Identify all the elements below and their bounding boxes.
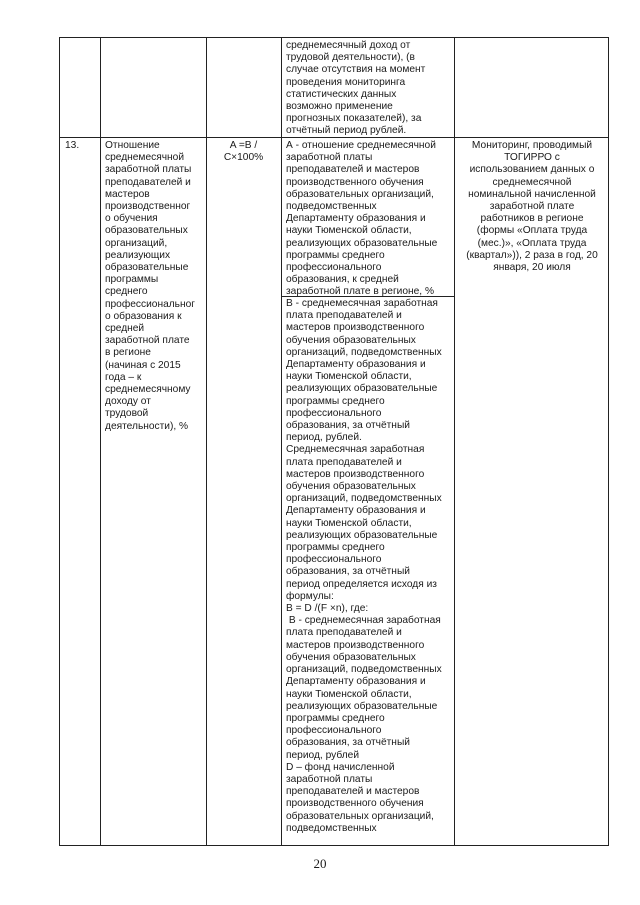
table-border-top (59, 37, 609, 38)
data-source: Мониторинг, проводимый ТОГИРРО с использованием данных о среднемесячной номинальной начисленной заработной плате работников в регионе (формы «Оплата труда (мес.)», «Оплата труда (квартал»)), 2 раза в год, 20 января, 20 июля (466, 140, 598, 274)
indicator-name: Отношение среднемесячной заработной платы преподавателей и мастеров производственног о обучения образовательных организаций, реализующих образовательные программы среднего профессиональног о образования к средней заработной плате в регионе (начиная с 2015 года – к среднемесячному доходу от трудовой деятельности), % (105, 140, 195, 432)
page-number: 20 (313, 856, 327, 871)
table-divider-2 (206, 37, 207, 846)
row-number: 13. (65, 140, 80, 151)
table-divider-4 (454, 37, 455, 846)
definition-a: А - отношение среднемесячной заработной платы преподавателей и мастеров производственного обучения образовательных организаций, подведомственных Департаменту образования и науки Тюменской области, реализующих образовательные программы среднего профессионального образования, к средней заработной плате в регионе, % (286, 140, 438, 298)
table-divider-3 (281, 37, 282, 846)
table-border-bottom (59, 845, 609, 846)
formula-text: A =В / С×100% (223, 140, 264, 164)
continued-definition-text: среднемесячный доход от трудовой деятельности), (в случае отсутствия на момент проведения мониторинга статистических данных возможно применение прогнозных показателей), за отчётный период рублей. (286, 40, 426, 137)
table-border-right (608, 37, 609, 846)
table-divider-1 (100, 37, 101, 846)
definition-b: В - среднемесячная заработная плата преподавателей и мастеров производственного обучения образовательных организаций, подведомственных Департаменту образования и науки Тюменской области, реализующих образовательные программы среднего профессионального образования, за отчётный период, рублей. Среднемесячная заработная плата преподавателей и мастеров производственного обучения образовательных организаций, подведомственных Департаменту образования и науки Тюменской области, реализующих образовательные программы среднего профессионального образования, за отчётный период определяется исходя из формулы: В = D /(F ×n), где: В - среднемесячная заработная плата преподавателей и мастеров производственного обучения образовательных организаций, подведомственных Департаменту образования и науки Тюменской области, реализующих образовательные программы среднего профессионального образования, за отчётный период, рублей D – фонд начисленной заработной платы преподавателей и мастеров производственного обучения образовательных организаций, подведомственных (286, 298, 442, 834)
table-border-left (59, 37, 60, 846)
